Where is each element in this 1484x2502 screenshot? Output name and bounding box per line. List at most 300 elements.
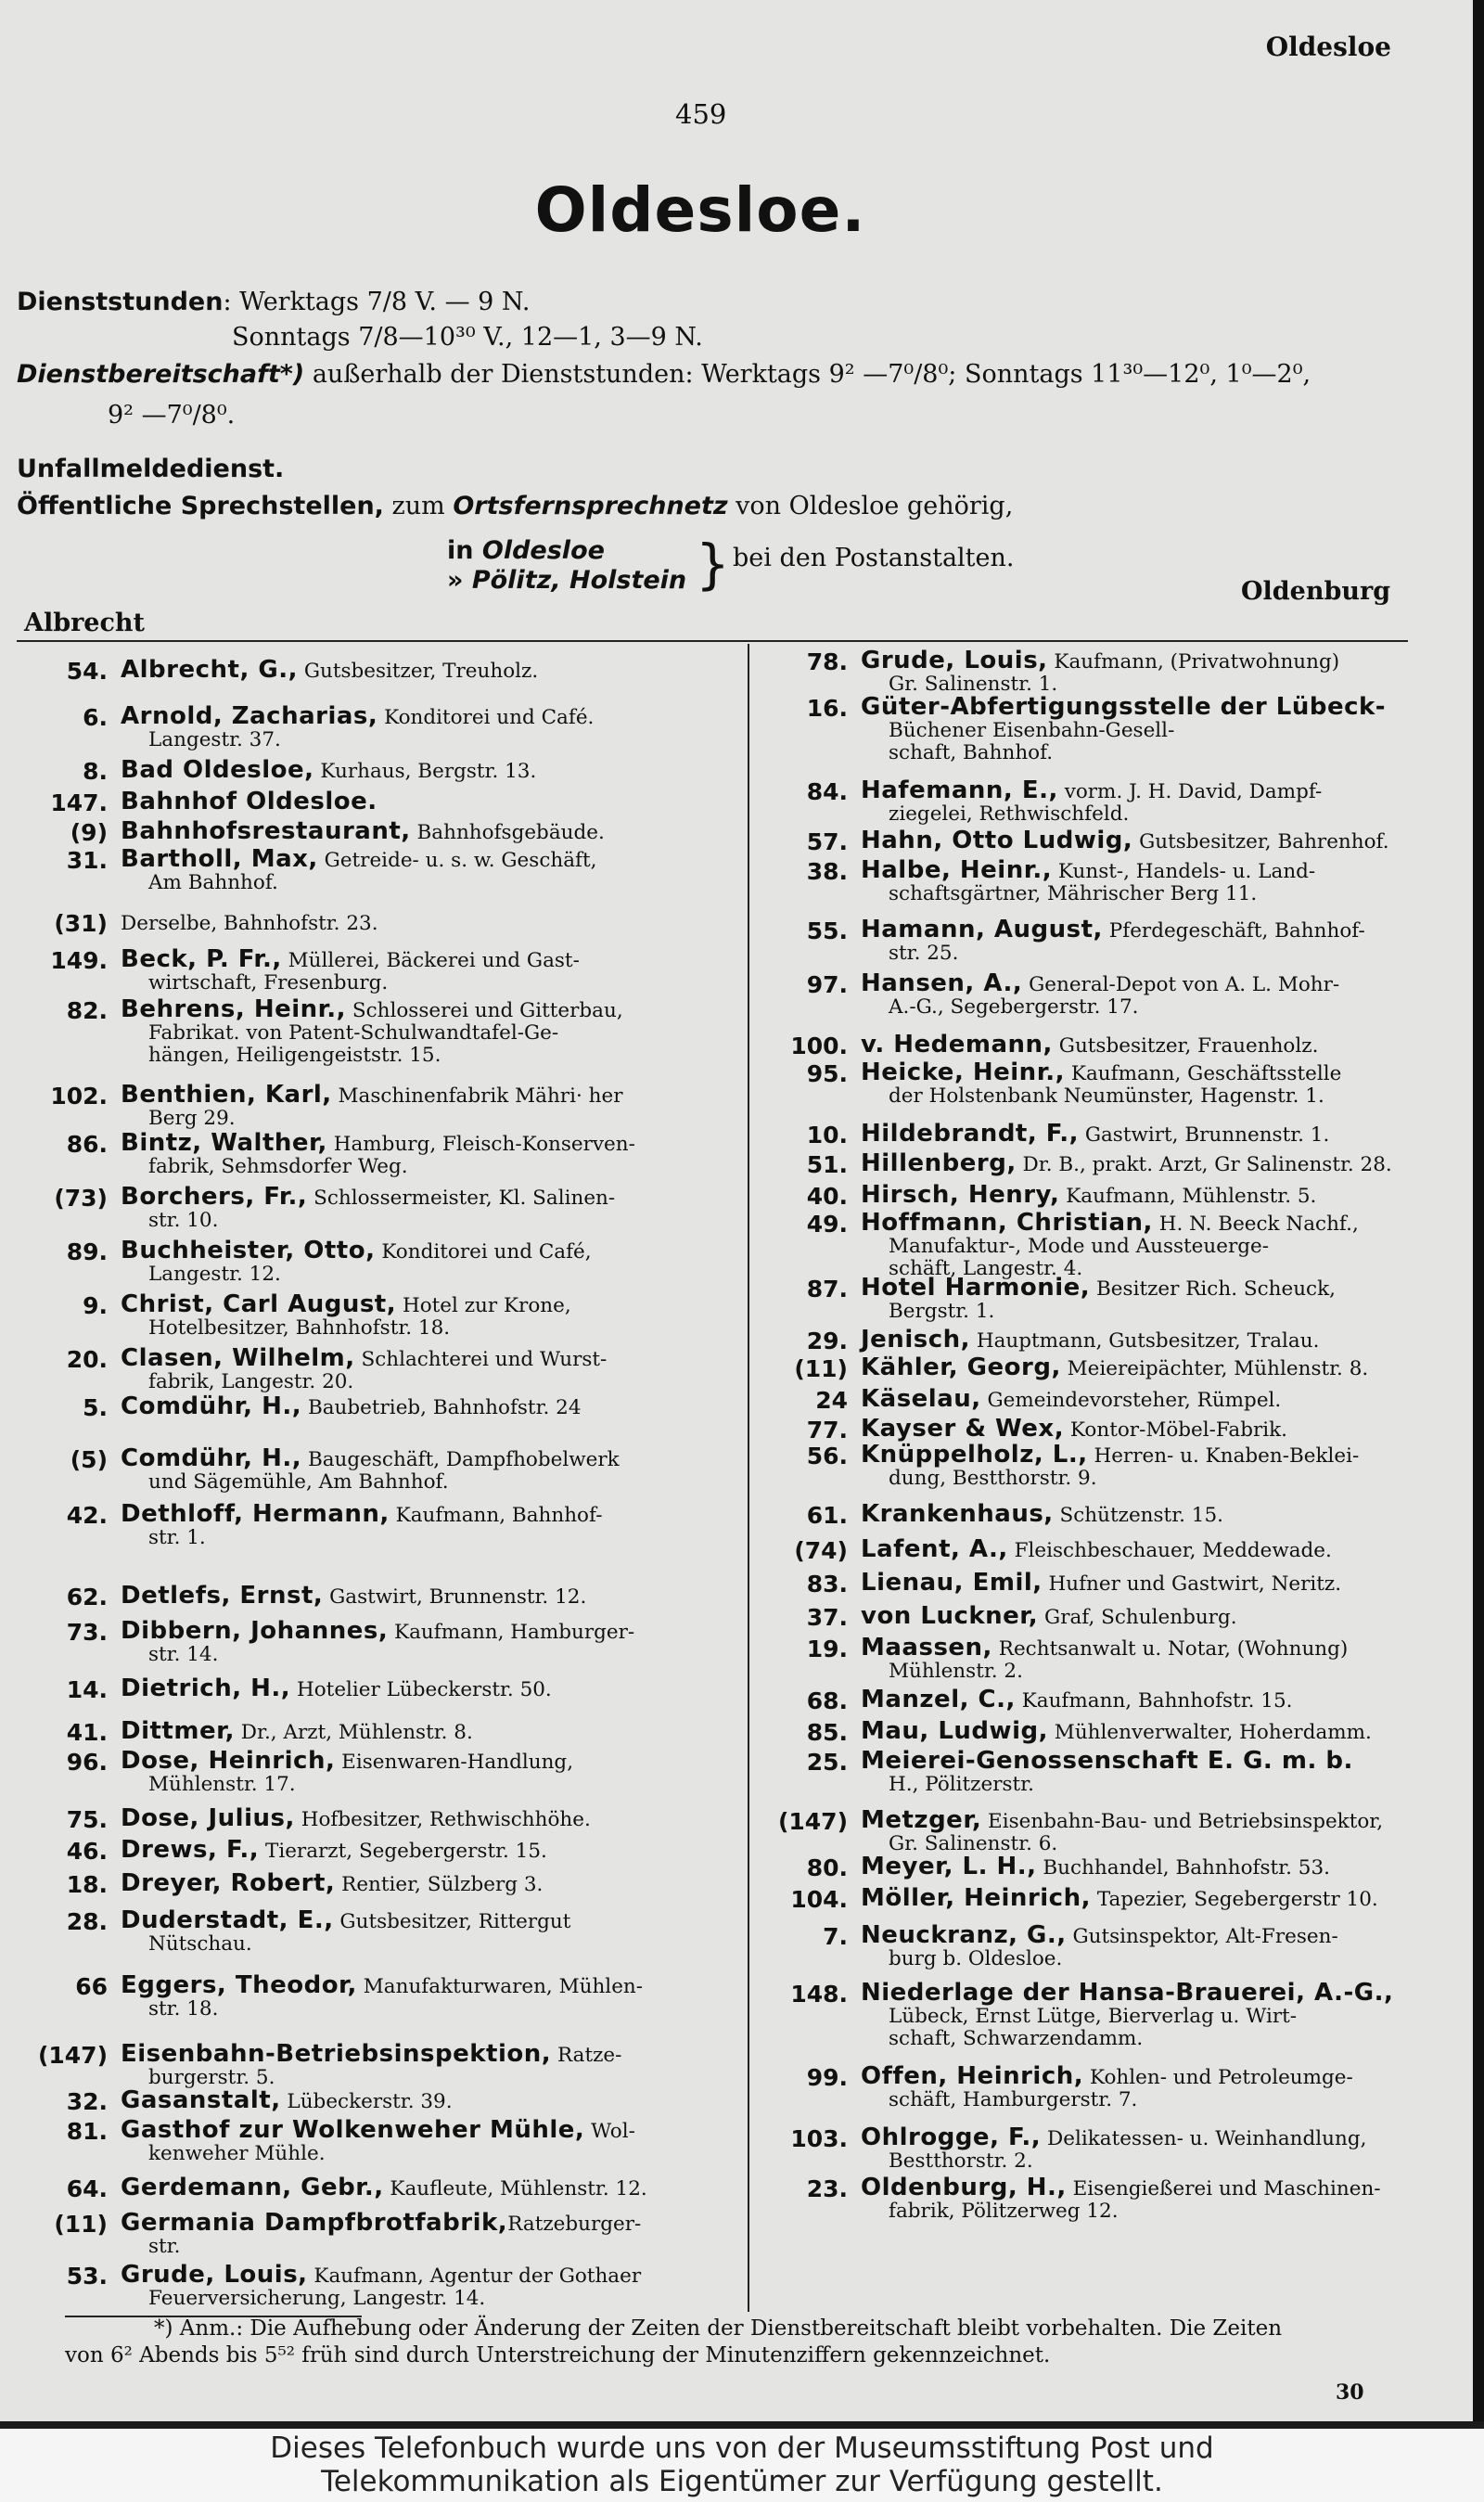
entry-line [861,1443,1359,1468]
subscriber-detail: Müllerei, Bäckerei und Gast- [281,949,580,972]
entry-line [121,656,539,684]
entry-line [121,1869,544,1897]
phone-number: 103. [790,2125,848,2152]
phone-number: 19. [806,1636,848,1662]
entry-continuation: str. 18. [148,1997,219,2021]
entry-line [861,1033,1318,1058]
subscriber-name: Hotel Harmonie, [861,1274,1091,1302]
standby-line-1 [17,360,1311,389]
subscriber-name: Neuckranz, G., [861,1921,1067,1949]
entry-line [121,1804,591,1832]
subscriber-detail: Eisenbahn-Bau- und Betriebsinspektor, [981,1810,1384,1833]
phone-number: 16. [806,695,848,722]
subscriber-detail: Eisenwaren-Handlung, [335,1751,574,1774]
subscriber-name: Comdühr, H., [121,1444,302,1472]
phone-number: (9) [70,819,108,846]
phone-number: 104. [790,1886,848,1913]
subscriber-name: Meierei-Genossenschaft E. G. m. b. [861,1747,1353,1775]
subscriber-detail: Ratze- [551,2044,622,2067]
phone-number: 62. [66,1584,108,1610]
subscriber-name: Hillenberg, [861,1149,1017,1177]
subscriber-name: Comdühr, H., [121,1392,302,1420]
phone-number: 24 [815,1387,848,1414]
phone-number: (73) [54,1185,108,1212]
entry-continuation: fabrik, Langestr. 20. [148,1370,354,1393]
entry-line [121,790,377,815]
subscriber-name: Ohlrogge, F., [861,2123,1042,2151]
subscriber-detail: Wol- [584,2120,635,2143]
subscriber-detail: Kaufleute, Mühlenstr. 12. [383,2177,647,2200]
subscriber-detail: Dr., Arzt, Mühlenstr. 8. [234,1721,473,1744]
subscriber-detail: Manufakturwaren, Mühlen- [356,1975,644,1998]
entry-continuation: Gr. Salinenstr. 1. [889,673,1058,696]
phone-number: 61. [806,1502,848,1529]
phone-number: 20. [66,1346,108,1373]
phone-number: (5) [70,1446,108,1473]
entry-continuation: schaft, Schwarzendamm. [889,2027,1144,2050]
entry-line [121,1392,582,1420]
subscriber-detail: Kunst-, Handels- u. Land- [1052,860,1316,883]
phone-number: 77. [806,1417,848,1443]
entry-continuation: und Sägemühle, Am Bahnhof. [148,1470,449,1494]
subscriber-detail: Hamburg, Fleisch-Konserven- [326,1133,635,1156]
subscriber-detail: Hotel zur Krone, [396,1294,571,1317]
subscriber-name: Bintz, Walther, [121,1129,327,1157]
subscriber-name: Kähler, Georg, [861,1354,1061,1381]
phone-number: (147) [777,1808,848,1835]
entry-line [121,1674,552,1702]
subscriber-name: Buchheister, Otto, [121,1237,376,1264]
phone-number: 7. [823,1923,848,1950]
local-network: Ortsfernsprechnetz [453,492,728,520]
subscriber-detail: Dr. B., prakt. Arzt, Gr Salinenstr. 28. [1016,1153,1392,1176]
subscriber-name: Meyer, L. H., [861,1853,1037,1880]
brace-glyph: } [696,532,730,596]
subscriber-detail: Graf, Schulenburg. [1038,1606,1237,1629]
subscriber-detail: Kontor-Möbel-Fabrik. [1064,1418,1287,1442]
phone-number: (31) [54,910,108,937]
entry-line [121,1444,620,1472]
subscriber-name: Albrecht, G., [121,656,298,684]
subscriber-detail: Buchhandel, Bahnhofstr. 53. [1036,1856,1330,1880]
subscriber-name: Krankenhaus, [861,1500,1054,1528]
phone-number: 32. [66,2088,108,2115]
entry-continuation: burg b. Oldesloe. [889,1947,1063,1970]
entry-line [861,1500,1223,1528]
subscriber-name: von Luckner, [861,1602,1039,1630]
hours-line-1 [17,288,530,316]
entry-line [861,1747,1353,1775]
subscriber-detail: Hotelier Lübeckerstr. 50. [290,1678,552,1701]
subscriber-detail: Rentier, Sülzberg 3. [335,1873,544,1896]
subscriber-detail: Kaufmann, (Privatwohnung) [1047,650,1340,674]
phone-number: (11) [794,1355,848,1382]
phone-number: 147. [50,789,108,816]
subscriber-detail: Tapezier, Segebergerstr 10. [1090,1888,1378,1911]
post-offices-note: bei den Postanstalten. [733,544,1015,572]
entry-continuation: str. 1. [148,1526,206,1549]
entry-continuation: schaftsgärtner, Mährischer Berg 11. [889,882,1258,905]
entry-line [121,1717,473,1745]
entry-continuation: Bergstr. 1. [889,1300,995,1323]
range-start-word: Albrecht [24,609,146,637]
phone-number: 84. [806,778,848,805]
column-divider [748,644,749,2312]
entry-line [121,1183,616,1211]
entry-line [121,817,605,845]
hours-line-2: Sonntags 7/8—10³⁰ V., 12—1, 3—9 N. [232,323,703,352]
entry-line [121,2261,642,2289]
entry-line [121,2176,647,2200]
subscriber-detail: Gutsbesitzer, Bahrenhof. [1132,830,1389,853]
phone-number: 25. [806,1749,848,1776]
phone-number: 51. [806,1151,848,1178]
standby-line-2: 9² —7⁰/8⁰. [108,401,236,430]
entry-line [861,1569,1342,1597]
entry-line [861,776,1323,804]
subscriber-detail: H. N. Beeck Nachf., [1152,1213,1359,1236]
subscriber-name: Dibbern, Johannes, [121,1617,389,1645]
subscriber-detail: Rechtsanwalt u. Notar, (Wohnung) [991,1637,1349,1661]
phone-number: 80. [806,1854,848,1881]
entry-line [861,856,1316,884]
entry-continuation: Fabrikat. von Patent-Schulwandtafel-Ge- [148,1021,559,1045]
standby-label: Dienstbereitschaft*) [17,360,305,389]
entry-continuation: Am Bahnhof. [148,871,278,894]
entry-continuation: H., Pölitzerstr. [889,1773,1034,1796]
entry-line [861,1921,1338,1949]
entry-line [861,829,1389,853]
entry-line [121,1617,635,1645]
subscriber-detail: Kaufmann, Geschäftsstelle [1065,1062,1342,1085]
subscriber-detail: Kaufmann, Agentur der Gothaer [307,2265,642,2288]
entry-continuation: Mühlenstr. 17. [148,1773,296,1796]
subscriber-name: Offen, Heinrich, [861,2062,1084,2090]
subscriber-detail: Kaufmann, Bahnhofstr. 15. [1015,1689,1293,1713]
entry-continuation: Berg 29. [148,1107,236,1130]
subscriber-detail: Meiereipächter, Mühlenstr. 8. [1060,1357,1369,1380]
entry-line [121,756,537,784]
entry-line [861,1979,1394,2007]
phone-number: 23. [806,2175,848,2202]
subscriber-detail: Gutsbesitzer, Frauenholz. [1052,1034,1319,1058]
subscriber-detail: vorm. J. H. David, Dampf- [1057,780,1323,803]
phone-number: 57. [806,828,848,855]
entry-line [121,1290,571,1318]
phone-number: 68. [806,1687,848,1714]
phone-number: 86. [66,1131,108,1158]
entry-continuation: Hotelbesitzer, Bahnhofstr. 18. [148,1316,451,1340]
standby-hours: außerhalb der Dienststunden: Werktags 9² —7⁰/8⁰; Sonntags 11³⁰—12⁰, 1⁰—2⁰, [304,360,1311,389]
subscriber-detail: Kaufmann, Bahnhof- [389,1504,603,1527]
subscriber-detail: Gastwirt, Brunnenstr. 1. [1078,1123,1330,1147]
entry-continuation: Feuerversicherung, Langestr. 14. [148,2287,486,2310]
entry-line [861,1181,1317,1209]
entry-line [121,2040,622,2068]
subscriber-name: Lienau, Emil, [861,1569,1043,1597]
subscriber-detail: Hauptmann, Gutsbesitzer, Tralau. [970,1329,1320,1353]
entry-continuation: Büchener Eisenbahn-Gesell- [889,719,1175,742]
subscriber-name: Bahnhof Oldesloe. [121,788,377,815]
subscriber-name: Hoffmann, Christian, [861,1209,1153,1237]
location-oldesloe: in Oldesloe [447,536,605,565]
subscriber-detail: Gutsbesitzer, Rittergut [333,1910,571,1933]
subscriber-detail: Baugeschäft, Dampfhobelwerk [301,1448,620,1471]
subscriber-name: Knüppelholz, L., [861,1441,1088,1469]
subscriber-name: Dose, Heinrich, [121,1747,336,1775]
subscriber-detail: Eisengießerei und Maschinen- [1066,2177,1381,2200]
phone-number: 85. [806,1719,848,1746]
phone-number: 55. [806,917,848,944]
footnote-line-1: *) Anm.: Die Aufhebung oder Änderung der Zeiten der Dienstbereitschaft bleibt vorbehalten. Die Zeiten [154,2316,1283,2341]
phone-number: 40. [806,1183,848,1210]
subscriber-detail: Kohlen- und Petroleumge- [1083,2066,1353,2089]
subscriber-name: Dose, Julius, [121,1804,295,1832]
subscriber-name: Germania Dampfbrotfabrik, [121,2209,508,2237]
subscriber-name: Eggers, Theodor, [121,1971,357,1999]
phone-number: 56. [806,1443,848,1469]
phone-number: 38. [806,858,848,885]
subscriber-name: v. Hedemann, [861,1031,1053,1059]
phone-number: 87. [806,1276,848,1302]
subscriber-detail: Delikatessen- u. Weinhandlung, [1041,2127,1367,2150]
subscriber-name: Oldenburg, H., [861,2174,1067,2201]
entry-continuation: A.-G., Segebergerstr. 17. [889,995,1139,1019]
page-number: 459 [675,98,727,130]
entry-line [121,1971,644,1999]
entry-line [861,1717,1372,1745]
entry-continuation: Langestr. 37. [148,728,281,751]
subscriber-name: Clasen, Wilhelm, [121,1344,355,1372]
phone-number: 41. [66,1719,108,1746]
phone-number: (147) [37,2042,108,2069]
subscriber-name: Dreyer, Robert, [121,1869,336,1897]
subscriber-detail: Konditorei und Café. [377,706,595,729]
entry-line [121,1129,635,1157]
subscriber-detail: Maschinenfabrik Mähri· her [331,1084,623,1108]
phone-number: 28. [66,1908,108,1935]
subscriber-name: Möller, Heinrich, [861,1884,1091,1912]
entry-continuation: Manufaktur-, Mode und Aussteuerge- [889,1235,1270,1258]
entry-continuation: der Holstenbank Neumünster, Hagenstr. 1. [889,1084,1324,1108]
entry-line [121,995,623,1023]
subscriber-detail: Gutsinspektor, Alt-Fresen- [1066,1925,1338,1948]
hours-label: Dienststunden [17,288,224,316]
entry-line [861,2062,1353,2090]
phone-number: 149. [50,947,108,974]
subscriber-name: Gerdemann, Gebr., [121,2174,384,2201]
subscriber-name: Beck, P. Fr., [121,945,282,973]
subscriber-name: Behrens, Heinr., [121,995,347,1023]
entry-continuation: fabrik, Sehmsdorfer Weg. [148,1155,408,1178]
entry-line [861,1356,1368,1380]
entry-continuation: str. 10. [148,1209,219,1232]
phone-number: 53. [66,2263,108,2290]
entry-continuation: fabrik, Pölitzerweg 12. [889,2200,1119,2223]
subscriber-detail: Pferdegeschäft, Bahnhof- [1102,919,1365,943]
subscriber-detail: Mühlenverwalter, Hoherdamm. [1047,1721,1372,1744]
subscriber-name: Hafemann, E., [861,776,1058,804]
entry-continuation: Nütschau. [148,1932,252,1956]
entry-continuation: kenweher Mühle. [148,2142,326,2165]
subscriber-name: Käselau, [861,1385,981,1413]
entry-line [121,2209,642,2237]
page-title: Oldesloe. [534,174,866,246]
subscriber-detail: Schützenstr. 15. [1053,1504,1223,1527]
subscriber-name: Eisenbahn-Betriebsinspektion, [121,2040,552,2068]
entry-line [861,1535,1332,1563]
subscriber-detail: Hufner und Gastwirt, Neritz. [1042,1572,1342,1596]
subscriber-detail: Bahnhofsgebäude. [410,821,605,844]
entry-line [121,1081,623,1109]
entry-line [121,1906,571,1934]
subscriber-name: Grude, Louis, [861,647,1048,674]
subscriber-name: Jenisch, [861,1326,971,1354]
phone-number: 64. [66,2175,108,2202]
phone-number: 100. [790,1033,848,1059]
entry-line [861,1636,1348,1661]
entry-line [121,945,580,973]
range-end-word: Oldenburg [1241,577,1391,606]
location-poelitz: » Pölitz, Holstein [447,566,687,595]
subscriber-detail: Konditorei und Café, [375,1240,592,1264]
phone-number: 37. [806,1604,848,1631]
phone-number: 5. [83,1394,108,1421]
subscriber-detail: General-Depot von A. L. Mohr- [1022,973,1340,996]
entry-line [121,1582,587,1610]
subscriber-name: Dietrich, H., [121,1674,291,1702]
subscriber-name: Bahnhofsrestaurant, [121,817,411,845]
entry-line [121,1747,574,1775]
subscriber-name: Benthien, Karl, [121,1081,332,1109]
subscriber-detail: Lübeckerstr. 39. [280,2090,453,2113]
subscriber-detail: Herren- u. Knaben-Beklei- [1087,1444,1360,1468]
subscriber-detail: Schlosserei und Gitterbau, [346,999,623,1022]
phone-number: 102. [50,1083,108,1110]
subscriber-name: Arnold, Zacharias, [121,702,378,730]
entry-line [121,1836,547,1864]
phone-number: 96. [66,1749,108,1776]
subscriber-name: Bartholl, Max, [121,845,318,873]
subscriber-name: Manzel, C., [861,1686,1016,1713]
entry-line [861,1061,1341,1085]
entry-continuation: hängen, Heiligengeiststr. 15. [148,1044,441,1067]
entry-line [861,649,1339,674]
phone-number: 78. [806,648,848,675]
entry-line [861,1855,1330,1880]
subscriber-name: Gasanstalt, [121,2086,281,2114]
subscriber-name: Bad Oldesloe, [121,756,314,784]
phone-number: 54. [66,658,108,685]
phone-number: (11) [54,2211,108,2238]
subscriber-detail: Gemeindevorsteher, Rümpel. [980,1389,1282,1412]
subscriber-detail: Gutsbesitzer, Treuholz. [297,660,539,683]
phone-number: 14. [66,1676,108,1703]
subscriber-detail: Tierarzt, Segebergerstr. 15. [259,1840,547,1863]
entry-line [861,2123,1367,2151]
public-phones-line: Öffentliche Sprechstellen, zum Ortsfernsprechnetz von Oldesloe gehörig, [17,492,1014,520]
entry-continuation: wirtschaft, Fresenburg. [148,971,389,994]
entry-line [861,969,1340,997]
subscriber-name: Duderstadt, E., [121,1906,334,1934]
subscriber-name: Gasthof zur Wolkenweher Mühle, [121,2116,585,2144]
subscriber-detail: Baubetrieb, Bahnhofstr. 24 [301,1396,582,1419]
subscriber-name: Heicke, Heinr., [861,1059,1066,1086]
phone-number: 42. [66,1502,108,1529]
hours-weekday: : Werktags 7/8 V. — 9 N. [223,288,531,316]
subscriber-name: Mau, Ludwig, [861,1717,1048,1745]
subscriber-name: Niederlage der Hansa-Brauerei, A.-G., [861,1979,1394,2007]
subscriber-name: Borchers, Fr., [121,1183,308,1211]
subscriber-name: Dittmer, [121,1717,235,1745]
entry-line [861,1602,1237,1630]
entry-line [121,2116,635,2144]
subscriber-name: Grude, Louis, [121,2261,308,2289]
banner-line-1: Dieses Telefonbuch wurde uns von der Museumsstiftung Post und [270,2431,1214,2465]
subscriber-name: Maassen, [861,1634,992,1662]
entry-continuation: Langestr. 12. [148,1263,281,1286]
corner-title: Oldesloe [1265,32,1391,62]
subscriber-detail: Hofbesitzer, Rethwischhöhe. [294,1808,591,1831]
entry-continuation: Bestthorstr. 2. [889,2149,1033,2173]
entry-continuation: str. [148,2235,181,2258]
phone-number: 83. [806,1571,848,1597]
subscriber-detail: Derselbe, Bahnhofstr. 23. [121,912,378,935]
entry-line [861,2176,1381,2200]
phone-number: 18. [66,1871,108,1898]
entry-line [861,1149,1392,1177]
entry-line [861,918,1365,943]
phone-number: 75. [66,1806,108,1833]
entry-line [861,1415,1287,1443]
phone-number: 81. [66,2118,108,2145]
subscriber-name: Hahn, Otto Ludwig, [861,827,1133,854]
entry-continuation: schäft, Langestr. 4. [889,1257,1083,1280]
subscriber-detail: Kaufmann, Mühlenstr. 5. [1059,1185,1317,1208]
subscriber-detail: Besitzer Rich. Scheuck, [1090,1277,1336,1301]
entry-line [861,1274,1336,1302]
entry-line [861,1385,1282,1413]
entry-line [861,1884,1378,1912]
phone-number: 6. [83,704,108,731]
entry-line [121,1239,592,1264]
phone-number: 8. [83,758,108,785]
entry-continuation: burgerstr. 5. [148,2066,275,2089]
entry-line [861,1328,1319,1353]
phone-number: 95. [806,1060,848,1087]
subscriber-detail: Schlachterei und Wurst- [354,1348,608,1371]
phone-number: 99. [806,2064,848,2091]
banner-line-2: Telekommunikation als Eigentümer zur Verfügung gestellt. [321,2465,1163,2498]
entry-continuation: Gr. Salinenstr. 6. [889,1832,1058,1855]
subscriber-detail: Kaufmann, Hamburger- [388,1621,635,1644]
phone-number: 148. [790,1981,848,2008]
phone-number: 29. [806,1328,848,1354]
footnote-line-2: von 6² Abends bis 5⁵² früh sind durch Unterstreichung der Minutenziffern gekennzeichnet. [65,2343,1051,2367]
entry-line [861,1209,1359,1237]
phone-number: 49. [806,1211,848,1238]
entry-continuation: str. 25. [889,942,959,965]
entry-continuation: schaft, Bahnhof. [889,741,1054,764]
entry-continuation: ziegelei, Rethwischfeld. [889,802,1130,826]
subscriber-name: Güter-Abfertigungsstelle der Lübeck- [861,693,1387,721]
subscriber-detail: Gastwirt, Brunnenstr. 12. [323,1585,587,1609]
subscriber-detail: Schlossermeister, Kl. Salinen- [307,1187,616,1210]
phone-number: 89. [66,1238,108,1265]
subscriber-detail: Fleischbeschauer, Meddewade. [1007,1539,1332,1562]
subscriber-name: Christ, Carl August, [121,1290,397,1318]
entry-continuation: str. 14. [148,1643,219,1666]
